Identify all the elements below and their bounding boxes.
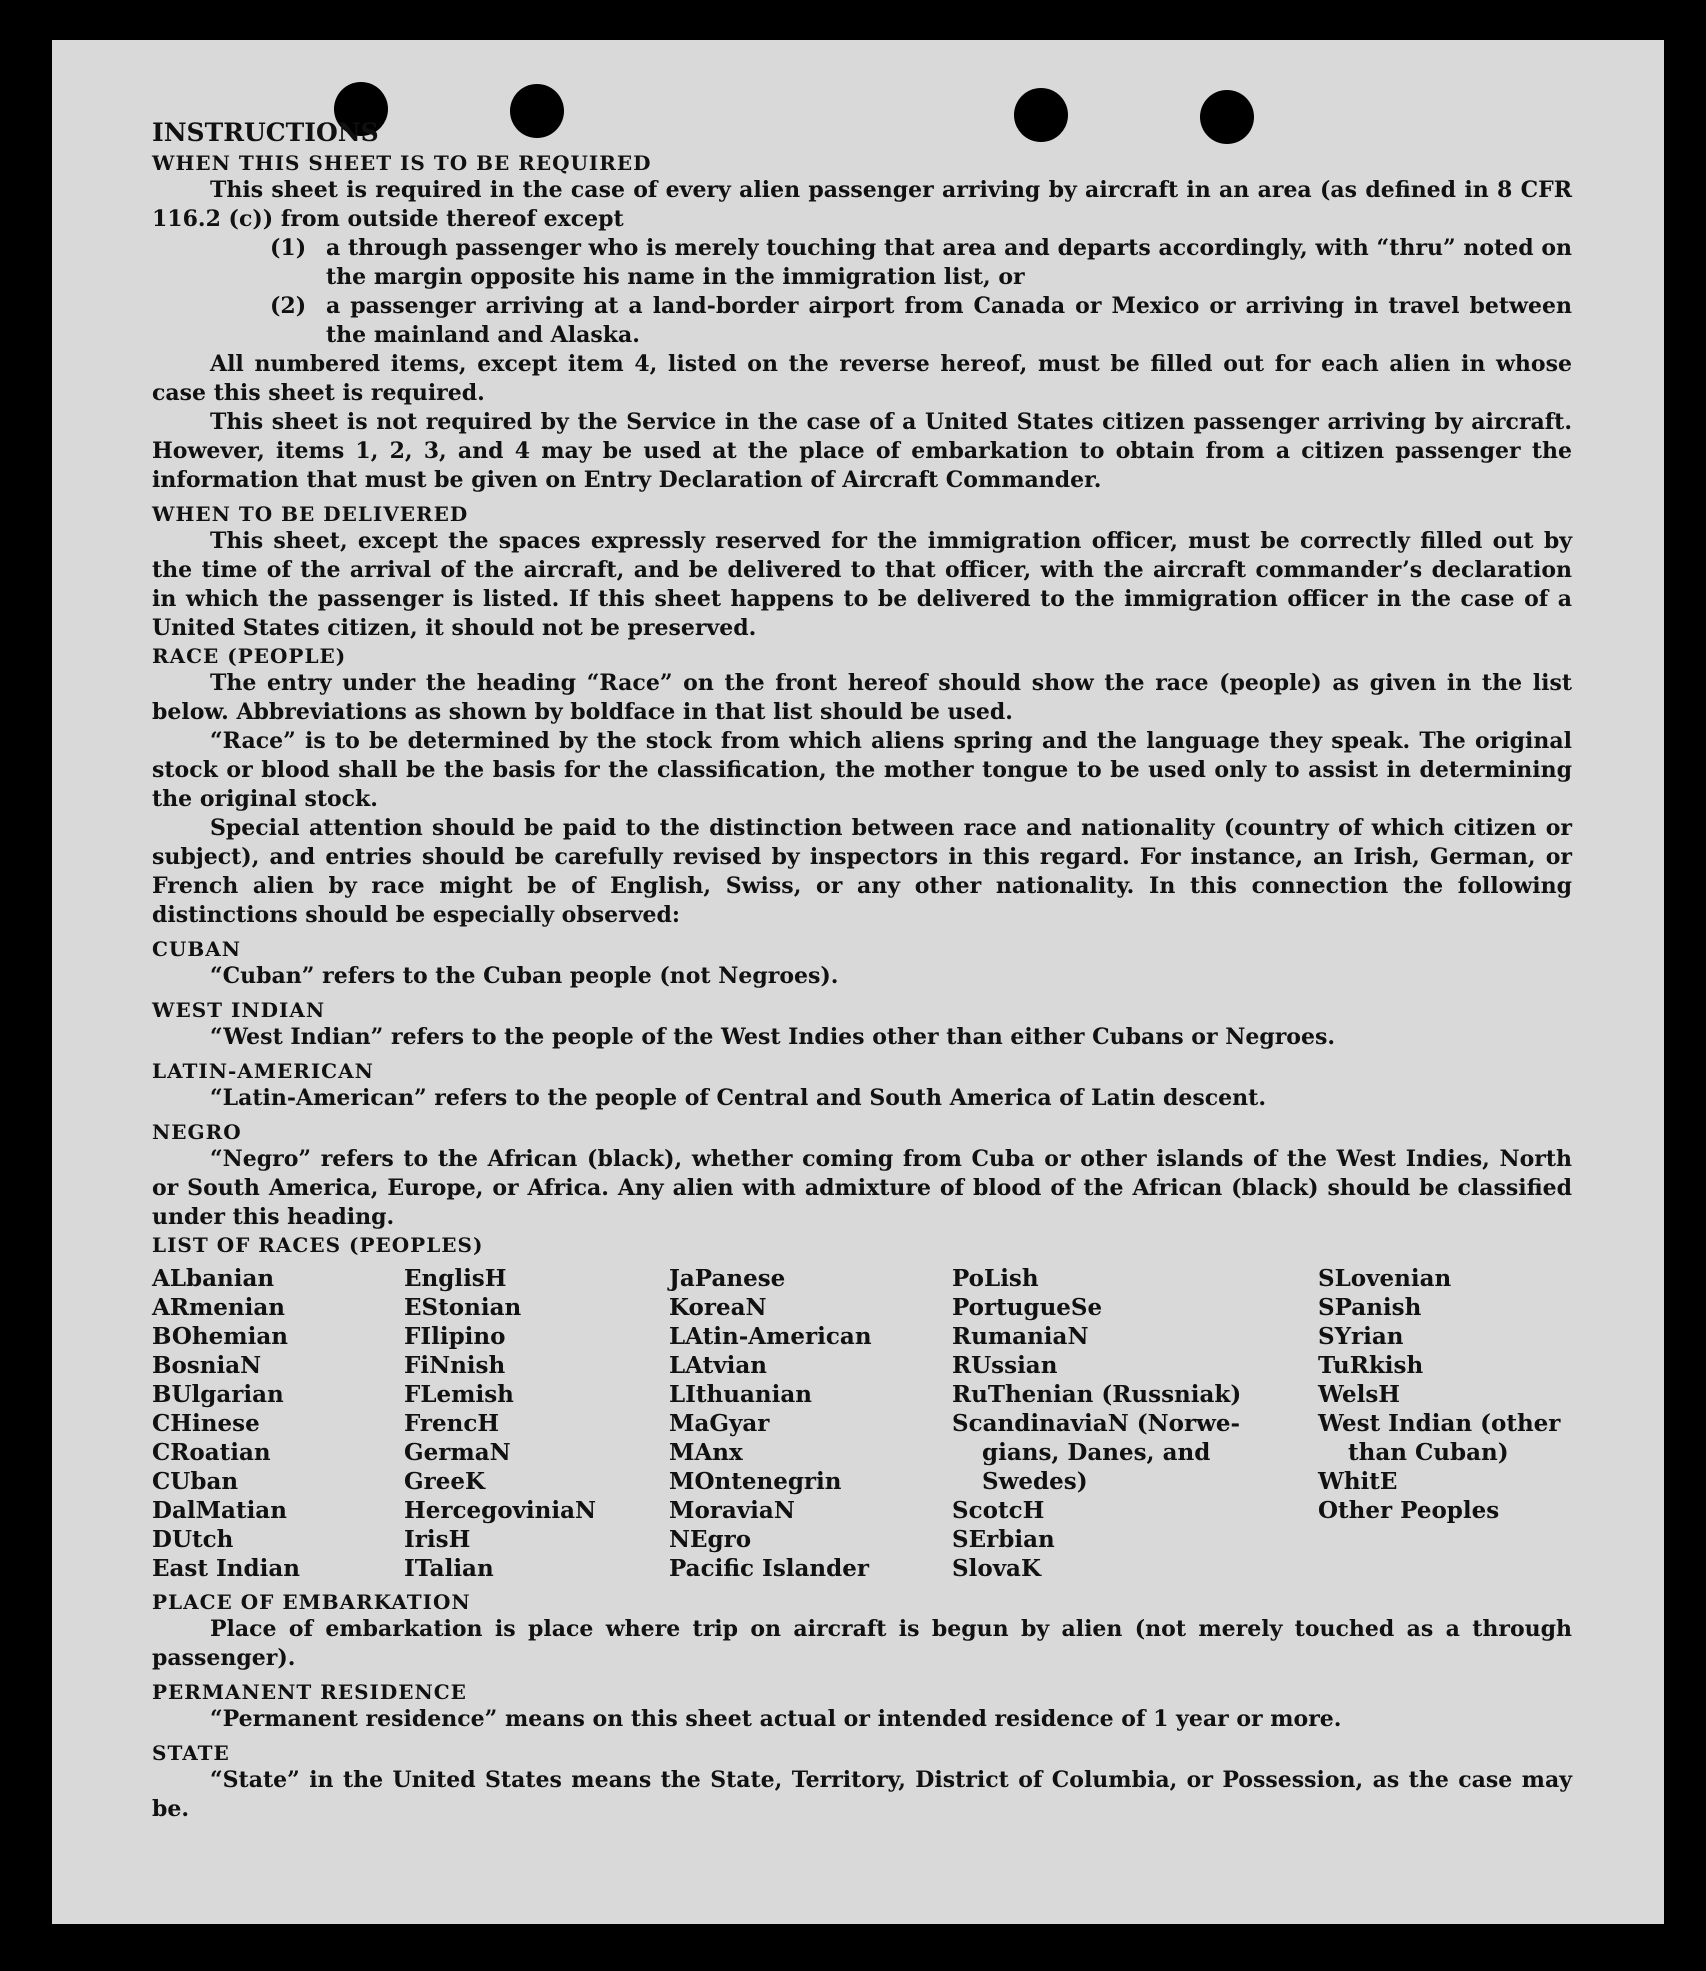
race-entry: LIthuanian [669, 1381, 812, 1408]
paragraph: Special attention should be paid to the distinction between race and nationality (country of which citizen or subject), and entries should be carefully revised by inspectors in this regard. For instance, an Irish, German, or French alien by race might be of English, Swiss, or any other nationality. In this connection the following distinctions should be especially observed: [152, 815, 1572, 928]
item-label: (1) [270, 235, 307, 261]
paragraph: “West Indian” refers to the people of the West Indies other than either Cubans or Negroes. [210, 1024, 1336, 1050]
race-entry: ScotcH [952, 1497, 1045, 1524]
race-entry: MoraviaN [669, 1497, 795, 1524]
list-item [152, 292, 1572, 350]
race-entry: GermaN [404, 1439, 511, 1466]
race-entry: ARmenian [152, 1294, 286, 1321]
race-entry: CHinese [152, 1410, 260, 1437]
race-entry: RumaniaN [952, 1323, 1089, 1350]
race-entry: NEgro [669, 1526, 752, 1553]
item-text: a passenger arriving at a land-border airport from Canada or Mexico or arriving in travel between the mainland and Alaska. [326, 293, 1572, 348]
race-entry: MAnx [669, 1439, 743, 1466]
race-entry: IrisH [404, 1526, 471, 1553]
race-entry: MOntenegrin [669, 1468, 842, 1495]
race-entry: WelsH [1318, 1381, 1401, 1408]
race-entry: HercegoviniaN [404, 1497, 597, 1524]
race-entry: GreeK [404, 1468, 486, 1495]
heading-negro: NEGRO [152, 1120, 242, 1144]
race-entry: Pacific Islander [669, 1555, 869, 1582]
race-entry: EnglisH [404, 1265, 507, 1292]
heading-race: RACE (PEOPLE) [152, 644, 347, 668]
paragraph: “Race” is to be determined by the stock from which aliens spring and the language they speak. The original stock or blood shall be the basis for the classification, the mother tongue to be used only to assist in determining the original stock. [152, 728, 1572, 812]
paragraph: The entry under the heading “Race” on the front hereof should show the race (people) as given in the list below. Abbreviations as shown by boldface in that list should be used. [152, 670, 1572, 725]
races-column [152, 1264, 404, 1583]
race-entry: EStonian [404, 1294, 522, 1321]
race-entry: ScandinaviaN (Norwe- [952, 1410, 1241, 1437]
heading-place-of-embarkation: PLACE OF EMBARKATION [152, 1590, 471, 1614]
race-entry: MaGyar [669, 1410, 770, 1437]
race-entry: FrencH [404, 1410, 500, 1437]
heading-permanent-residence: PERMANENT RESIDENCE [152, 1680, 467, 1704]
paragraph: This sheet is not required by the Service in the case of a United States citizen passenger arriving by aircraft. However, items 1, 2, 3, and 4 may be used at the place of embarkation to obtain from a citizen passenger the information that must be given on Entry Declaration of Aircraft Commander. [152, 409, 1572, 493]
race-entry: SlovaK [952, 1555, 1041, 1582]
race-entry: SYrian [1318, 1323, 1404, 1350]
page-title: INSTRUCTIONS [152, 118, 379, 147]
races-column [669, 1264, 952, 1583]
paragraph: Place of embarkation is place where trip on aircraft is begun by alien (not merely touched as a through passenger). [152, 1616, 1572, 1671]
paragraph: “Negro” refers to the African (black), whether coming from Cuba or other islands of the West Indies, North or South America, Europe, or Africa. Any alien with admixture of blood of the African (black) should be classified under this heading. [152, 1146, 1572, 1230]
race-entry: JaPanese [669, 1265, 786, 1292]
race-entry: DalMatian [152, 1497, 287, 1524]
races-column [1318, 1264, 1572, 1583]
heading-when-delivered: WHEN TO BE DELIVERED [152, 502, 469, 526]
race-entry: RUssian [952, 1352, 1058, 1379]
heading-latin-american: LATIN-AMERICAN [152, 1059, 374, 1083]
races-column [952, 1264, 1318, 1583]
race-entry: gians, Danes, and [982, 1439, 1211, 1466]
race-entry: BUlgarian [152, 1381, 284, 1408]
item-text: a through passenger who is merely touching that area and departs accordingly, with “thru” noted on the margin opposite his name in the immigration list, or [326, 235, 1572, 290]
race-entry: SPanish [1318, 1294, 1422, 1321]
race-entry: SLovenian [1318, 1265, 1452, 1292]
race-entry: KoreaN [669, 1294, 767, 1321]
race-entry: SErbian [952, 1526, 1055, 1553]
paragraph: All numbered items, except item 4, listed on the reverse hereof, must be filled out for each alien in whose case this sheet is required. [152, 351, 1572, 406]
race-entry: East Indian [152, 1555, 300, 1582]
paragraph: This sheet is required in the case of every alien passenger arriving by aircraft in an area (as defined in 8 CFR 116.2 (c)) from outside thereof except [152, 177, 1572, 232]
race-entry: PoLish [952, 1265, 1039, 1292]
race-entry: LAtvian [669, 1352, 767, 1379]
race-entry: RuThenian (Russniak) [952, 1381, 1242, 1408]
race-entry: Other Peoples [1318, 1497, 1500, 1524]
race-entry: PortugueSe [952, 1294, 1103, 1321]
paragraph: “Latin-American” refers to the people of Central and South America of Latin descent. [210, 1085, 1266, 1111]
heading-list-of-races: LIST OF RACES (PEOPLES) [152, 1233, 484, 1257]
race-entry: CRoatian [152, 1439, 271, 1466]
races-list [152, 1264, 1572, 1583]
races-column [404, 1264, 669, 1583]
heading-state: STATE [152, 1741, 230, 1765]
race-entry: FLemish [404, 1381, 514, 1408]
document-page [52, 40, 1664, 1924]
paragraph: “State” in the United States means the State, Territory, District of Columbia, or Possession, as the case may be. [152, 1767, 1572, 1822]
paragraph: “Permanent residence” means on this sheet actual or intended residence of 1 year or more. [210, 1706, 1342, 1732]
race-entry: BOhemian [152, 1323, 288, 1350]
race-entry: BosniaN [152, 1352, 262, 1379]
instructions-text [152, 116, 1572, 1824]
race-entry: CUban [152, 1468, 239, 1495]
race-entry: ITalian [404, 1555, 494, 1582]
race-entry: FiNnish [404, 1352, 506, 1379]
heading-when-required: WHEN THIS SHEET IS TO BE REQUIRED [152, 151, 652, 175]
heading-west-indian: WEST INDIAN [152, 998, 326, 1022]
item-label: (2) [270, 293, 307, 319]
race-entry: ALbanian [152, 1265, 275, 1292]
race-entry: LAtin-American [669, 1323, 872, 1350]
list-item [152, 234, 1572, 292]
paragraph: This sheet, except the spaces expressly reserved for the immigration officer, must be correctly filled out by the time of the arrival of the aircraft, and be delivered to that officer, with the aircraft commander’s declaration in which the passenger is listed. If this sheet happens to be delivered to the immigration officer in the case of a United States citizen, it should not be preserved. [152, 528, 1572, 641]
race-entry: DUtch [152, 1526, 234, 1553]
heading-cuban: CUBAN [152, 937, 242, 961]
race-entry: West Indian (other [1318, 1410, 1561, 1437]
race-entry: than Cuban) [1348, 1439, 1509, 1466]
race-entry: TuRkish [1318, 1352, 1424, 1379]
paragraph: “Cuban” refers to the Cuban people (not Negroes). [210, 963, 839, 989]
race-entry: Swedes) [982, 1468, 1088, 1495]
race-entry: FIlipino [404, 1323, 506, 1350]
race-entry: WhitE [1318, 1468, 1398, 1495]
